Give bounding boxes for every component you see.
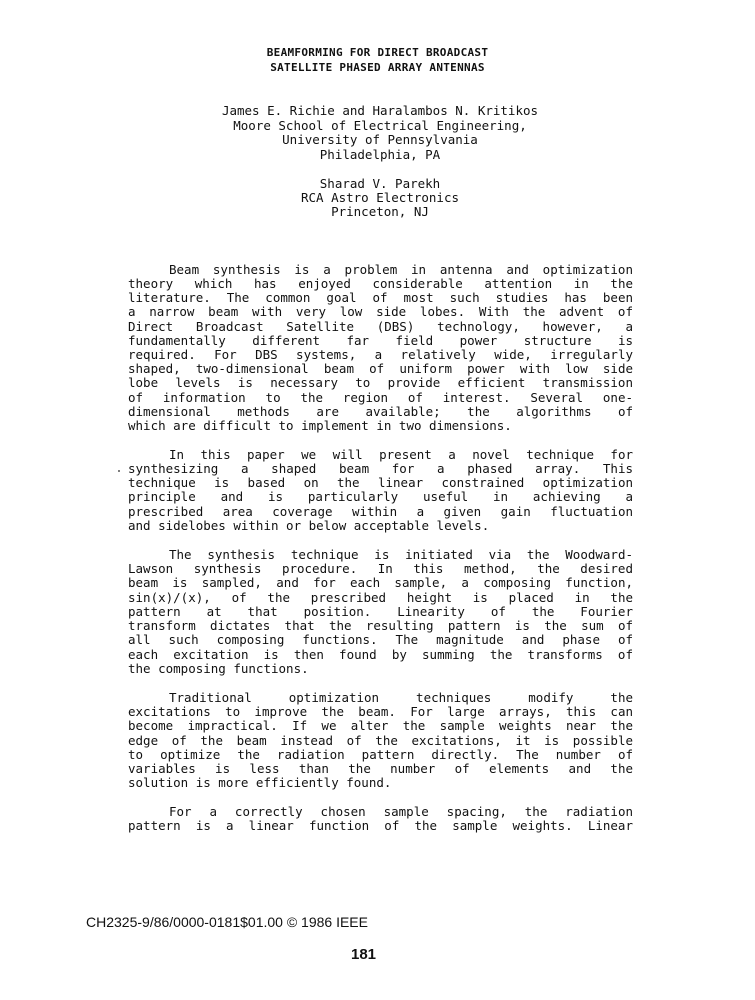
- paragraph-3-line: each excitation is then found by summing the transforms of: [128, 647, 633, 662]
- paragraph-2-line: technique is based on the linear constrained optimization: [128, 475, 633, 490]
- paragraph-4-line: edge of the beam instead of the excitations, it is possible: [128, 733, 633, 748]
- paragraph-4-line: Traditional optimization techniques modify the: [169, 690, 633, 705]
- paragraph-1-line: of information to the region of interest. Several one-: [128, 390, 633, 405]
- copyright-notice: CH2325-9/86/0000-0181$01.00 © 1986 IEEE: [86, 914, 368, 930]
- paragraph-3-line: all such composing functions. The magnitude and phase of: [128, 632, 633, 647]
- paragraph-3-line: The synthesis technique is initiated via the Woodward-: [169, 547, 633, 562]
- author-affiliation-university: University of Pennsylvania: [282, 132, 478, 147]
- author-affiliation-location-2: Princeton, NJ: [331, 204, 429, 219]
- paragraph-3-line: sin(x)/(x), of the prescribed height is placed in the: [128, 590, 633, 605]
- paper-title-line-2: SATELLITE PHASED ARRAY ANTENNAS: [270, 61, 485, 74]
- paragraph-4-line: to optimize the radiation pattern directly. The number of: [128, 747, 633, 762]
- paragraph-1-line: lobe levels is necessary to provide efficient transmission: [128, 375, 633, 390]
- paragraph-4-line: excitations to improve the beam. For large arrays, this can: [128, 704, 633, 719]
- paper-title-line-1: BEAMFORMING FOR DIRECT BROADCAST: [266, 46, 489, 59]
- paragraph-3-line: the composing functions.: [128, 661, 309, 676]
- paragraph-4-line: become impractical. If we alter the sample weights near the: [128, 718, 633, 733]
- paragraph-2-line: principle and is particularly useful in achieving a: [128, 489, 633, 504]
- author-affiliation-company: RCA Astro Electronics: [300, 190, 460, 205]
- paragraph-1-line: which are difficult to implement in two dimensions.: [128, 418, 512, 433]
- scan-speck: [118, 470, 120, 472]
- paragraph-4-line: solution is more efficiently found.: [128, 775, 392, 790]
- paragraph-1-line: dimensional methods are available; the algorithms of: [128, 404, 633, 419]
- paragraph-3-line: beam is sampled, and for each sample, a composing function,: [128, 575, 633, 590]
- paragraph-4-line: variables is less than the number of elements and the: [128, 761, 633, 776]
- paragraph-2-line: and sidelobes within or below acceptable levels.: [128, 518, 490, 533]
- paragraph-1-line: Direct Broadcast Satellite (DBS) technology, however, a: [128, 319, 633, 334]
- author-names: James E. Richie and Haralambos N. Kritikos: [221, 103, 539, 118]
- paragraph-1-line: required. For DBS systems, a relatively wide, irregularly: [128, 347, 633, 362]
- author-affiliation-location: Philadelphia, PA: [319, 147, 441, 162]
- paragraph-1-line: theory which has enjoyed considerable attention in the: [128, 276, 633, 291]
- paragraph-3-line: Lawson synthesis procedure. In this method, the desired: [128, 561, 633, 576]
- paragraph-2-line: synthesizing a shaped beam for a phased array. This: [128, 461, 633, 476]
- paragraph-2-line: In this paper we will present a novel technique for: [169, 447, 633, 462]
- paragraph-1-line: shaped, two-dimensional beam of uniform power with low side: [128, 361, 633, 376]
- author-name-2: Sharad V. Parekh: [319, 176, 441, 191]
- paragraph-1-line: literature. The common goal of most such studies has been: [128, 290, 633, 305]
- author-affiliation-dept: Moore School of Electrical Engineering,: [233, 118, 527, 133]
- paragraph-2-line: prescribed area coverage within a given gain fluctuation: [128, 504, 633, 519]
- paragraph-1-line: fundamentally different far field power structure is: [128, 333, 633, 348]
- paragraph-5-line: For a correctly chosen sample spacing, the radiation: [169, 804, 633, 819]
- page-number: 181: [351, 946, 377, 963]
- paragraph-1-line: Beam synthesis is a problem in antenna and optimization: [169, 262, 633, 277]
- paragraph-1-line: a narrow beam with very low side lobes. With the advent of: [128, 304, 633, 319]
- paragraph-3-line: transform dictates that the resulting pattern is the sum of: [128, 618, 633, 633]
- paragraph-5-line: pattern is a linear function of the sample weights. Linear: [128, 818, 633, 833]
- paragraph-3-line: pattern at that position. Linearity of the Fourier: [128, 604, 633, 619]
